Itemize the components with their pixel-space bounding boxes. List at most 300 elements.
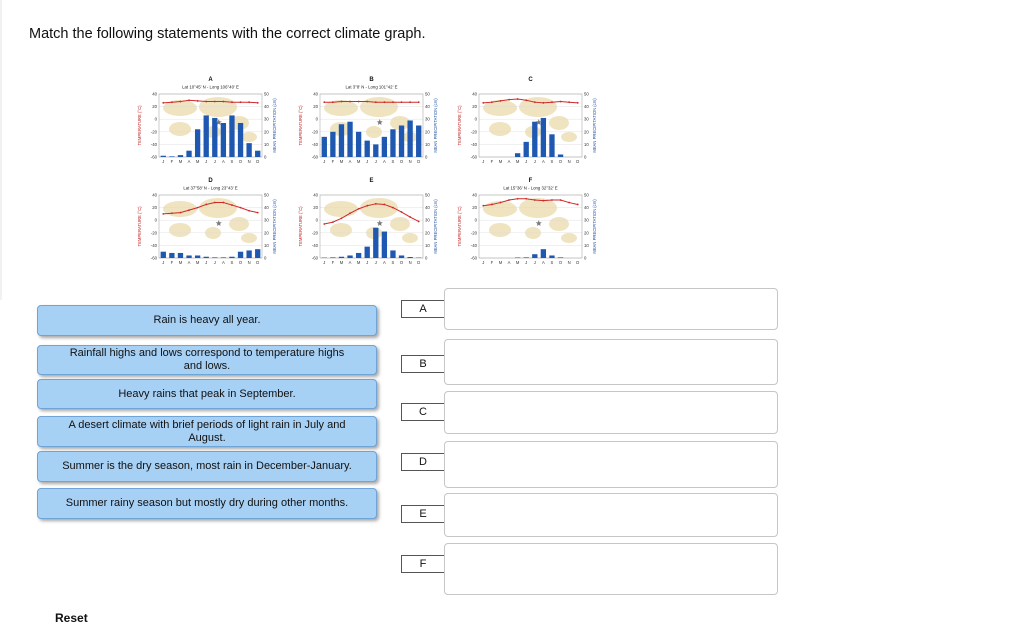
month-tick-label: N [408,159,412,164]
statement-card[interactable]: Rain is heavy all year. [37,305,377,336]
month-tick-label: J [162,159,165,164]
month-tick-label: J [482,260,485,265]
month-tick-label: J [374,260,377,265]
answer-label-a: A [401,300,445,318]
temperature-point [162,213,164,215]
temperature-axis-label: TEMPERATURE (°C) [298,206,303,247]
precip-bar [524,257,529,258]
precip-tick-label: 30 [264,116,269,122]
precip-tick-label: 50 [584,91,589,97]
temp-tick-label: 0 [315,217,318,223]
temperature-point [491,204,493,206]
temperature-point [341,101,343,103]
temperature-axis-label: TEMPERATURE (°C) [137,206,142,247]
temp-tick-label: 0 [154,116,157,122]
temp-tick-label: 40 [472,192,477,198]
temperature-axis-label: TEMPERATURE (°C) [457,206,462,247]
temperature-point [366,101,368,103]
month-tick-label: A [541,159,545,164]
graph-coordinates: Lat 10°45' N - Long 106°40' E [182,84,239,90]
graph-letter: F [528,178,533,184]
temperature-point [418,101,420,103]
month-tick-label: J [205,159,208,164]
temperature-point [323,101,325,103]
temperature-point [401,211,403,213]
climate-graph-d [135,174,295,292]
month-tick-label: J [525,159,528,164]
graph-letter: B [369,77,374,83]
precip-bar [255,249,260,258]
left-edge-divider [0,0,2,300]
temperature-point [240,101,242,103]
precip-tick-label: 0 [264,255,267,261]
month-tick-label: F [170,159,174,164]
temperature-point [205,101,207,103]
precip-tick-label: 40 [425,205,430,211]
temperature-point [332,101,334,103]
precip-tick-label: 20 [425,230,430,236]
month-tick-label: A [187,260,191,265]
precip-bar [399,255,404,258]
temperature-point [231,204,233,206]
temperature-point [349,101,351,103]
precip-tick-label: 50 [425,192,430,198]
precip-bar [407,257,412,258]
climate-graph-svg [455,174,615,292]
month-tick-label: M [178,260,183,265]
precip-bar [558,257,563,258]
temperature-point [358,101,360,103]
temperature-point [366,205,368,207]
answer-label-b: B [401,355,445,373]
precip-bar [347,255,352,258]
precip-tick-label: 30 [264,217,269,223]
precip-bar [169,253,174,258]
temp-tick-label: -60 [311,255,318,261]
temperature-point [551,199,553,201]
temp-tick-label: -40 [150,242,157,248]
precip-bar [399,126,404,158]
temperature-point [375,101,377,103]
precip-bar [178,253,183,258]
temperature-point [257,212,259,214]
month-tick-label: N [567,260,571,265]
precip-tick-label: 0 [584,154,587,160]
precip-bar [390,250,395,258]
month-tick-label: A [221,159,225,164]
precip-tick-label: 0 [425,154,428,160]
graph-letter: E [369,178,374,184]
month-tick-label: N [247,159,251,164]
temperature-point [162,102,164,104]
month-tick-label: M [515,159,520,164]
temp-tick-label: -60 [470,255,477,261]
month-tick-label: O [399,159,404,164]
precip-bar [229,257,234,258]
precipitation-axis-label: MEAN PRECIPITATION (cm) [433,98,438,153]
temperature-point [171,101,173,103]
temperature-point [205,204,207,206]
temp-tick-label: 0 [474,217,477,223]
precip-tick-label: 20 [425,129,430,135]
month-tick-label: S [230,260,234,265]
month-tick-label: J [525,260,528,265]
precip-bar [204,115,209,157]
month-tick-label: D [576,260,580,265]
drop-zone-e[interactable] [444,493,778,537]
month-tick-label: A [348,159,352,164]
temperature-point [188,209,190,211]
month-tick-label: M [515,260,520,265]
temp-tick-label: -20 [470,230,477,236]
month-tick-label: J [162,260,165,265]
month-tick-label: F [331,260,335,265]
temperature-point [392,207,394,209]
precip-tick-label: 20 [264,129,269,135]
month-tick-label: D [256,159,260,164]
precip-tick-label: 0 [425,255,428,261]
month-tick-label: J [323,159,326,164]
precip-bar [330,257,335,258]
precipitation-axis-label: MEAN PRECIPITATION (cm) [592,199,597,254]
temperature-point [542,200,544,202]
answer-label-c: C [401,403,445,421]
month-tick-label: J [533,159,536,164]
month-tick-label: S [550,260,554,265]
temp-tick-label: 20 [472,205,477,211]
precip-bar [195,255,200,258]
month-tick-label: J [482,159,485,164]
month-tick-label: A [221,260,225,265]
temperature-point [577,102,579,104]
precip-bar [221,257,226,258]
month-tick-label: D [417,159,421,164]
answer-label-e: E [401,505,445,523]
temperature-point [358,208,360,210]
month-tick-label: O [238,260,243,265]
precip-tick-label: 10 [425,242,430,248]
precip-tick-label: 20 [584,129,589,135]
temperature-point [560,101,562,103]
precip-bar [322,137,327,157]
graph-coordinates: Lat 15°36' N - Long 32°32' E [503,185,558,191]
precip-bar [212,118,217,157]
precip-tick-label: 20 [584,230,589,236]
drop-zone-d[interactable] [444,441,778,488]
precip-bar [339,257,344,258]
temp-tick-label: -40 [470,141,477,147]
month-tick-label: M [498,260,503,265]
precip-tick-label: 30 [425,217,430,223]
precip-bar [246,250,251,258]
month-tick-label: A [348,260,352,265]
month-tick-label: J [374,159,377,164]
precip-bar [515,257,520,258]
precip-tick-label: 40 [264,205,269,211]
drop-zone-a[interactable] [444,288,778,330]
month-tick-label: M [356,159,361,164]
precip-bar [382,137,387,157]
precip-tick-label: 10 [584,242,589,248]
instruction-text: Match the following statements with the correct climate graph. [29,26,426,42]
temp-tick-label: -60 [470,154,477,160]
temperature-point [517,98,519,100]
precipitation-axis-label: MEAN PRECIPITATION (cm) [592,98,597,153]
precip-tick-label: 40 [584,205,589,211]
temperature-point [568,202,570,204]
temp-tick-label: 0 [315,116,318,122]
precip-bar [390,129,395,157]
precip-bar [246,143,251,157]
statement-card[interactable]: Heavy rains that peak in September. [37,379,377,409]
temperature-point [222,101,224,103]
month-tick-label: O [238,159,243,164]
month-tick-label: J [366,159,369,164]
precip-bar [330,132,335,157]
temperature-point [248,101,250,103]
month-tick-label: M [195,159,200,164]
month-tick-label: N [247,260,251,265]
temp-tick-label: 0 [154,217,157,223]
reset-button[interactable]: Reset [55,611,88,625]
temperature-point [383,204,385,206]
temperature-point [500,202,502,204]
statement-card[interactable]: Summer rainy season but mostly dry during other months. [37,488,377,519]
temperature-point [197,100,199,102]
temperature-point [409,216,411,218]
precip-bar [373,228,378,258]
month-tick-label: N [567,159,571,164]
temp-tick-label: -60 [311,154,318,160]
month-tick-label: S [391,260,395,265]
temperature-point [180,101,182,103]
precip-tick-label: 0 [584,255,587,261]
temperature-point [560,199,562,201]
temperature-point [401,101,403,103]
temperature-point [482,102,484,104]
precip-bar [229,115,234,157]
temperature-point [500,100,502,102]
temp-tick-label: 20 [152,205,157,211]
month-tick-label: J [205,260,208,265]
precip-bar [532,122,537,157]
precip-tick-label: 40 [264,104,269,110]
precip-tick-label: 50 [425,91,430,97]
temperature-axis-label: TEMPERATURE (°C) [298,105,303,146]
precip-tick-label: 10 [264,141,269,147]
temperature-point [508,99,510,101]
month-tick-label: N [408,260,412,265]
temperature-point [341,217,343,219]
temp-tick-label: 40 [152,91,157,97]
month-tick-label: M [178,159,183,164]
temperature-point [323,223,325,225]
statement-card[interactable]: Summer is the dry season, most rain in December-January. [37,451,377,482]
temperature-point [240,207,242,209]
temperature-point [534,199,536,201]
temperature-point [577,204,579,206]
temperature-point [383,101,385,103]
precip-tick-label: 10 [425,141,430,147]
temp-tick-label: -60 [150,255,157,261]
precip-bar [186,255,191,258]
precip-bar [558,154,563,157]
temp-tick-label: 40 [152,192,157,198]
temperature-point [214,202,216,204]
graph-letter: A [208,77,213,83]
precip-tick-label: 30 [584,116,589,122]
temperature-point [214,101,216,103]
temp-tick-label: -20 [311,230,318,236]
temp-tick-label: 20 [313,104,318,110]
precip-bar [524,142,529,157]
temperature-point [534,101,536,103]
month-tick-label: M [195,260,200,265]
month-tick-label: F [331,159,335,164]
month-tick-label: A [187,159,191,164]
month-tick-label: M [356,260,361,265]
precip-tick-label: 20 [264,230,269,236]
temp-tick-label: -20 [311,129,318,135]
temp-tick-label: 0 [474,116,477,122]
month-tick-label: S [391,159,395,164]
graph-letter: D [208,178,213,184]
month-tick-label: F [490,260,494,265]
precip-bar [356,132,361,157]
precip-tick-label: 40 [584,104,589,110]
temperature-point [171,212,173,214]
precip-tick-label: 50 [584,192,589,198]
month-tick-label: A [382,260,386,265]
precip-tick-label: 0 [264,154,267,160]
temperature-axis-label: TEMPERATURE (°C) [137,105,142,146]
month-tick-label: F [170,260,174,265]
month-tick-label: D [417,260,421,265]
precipitation-axis-label: MEAN PRECIPITATION (cm) [272,199,277,254]
precip-bar [186,151,191,157]
temp-tick-label: -60 [150,154,157,160]
temperature-point [525,198,527,200]
graph-coordinates: Lat 37°58' N - Long 23°43' E [183,185,238,191]
precip-bar [365,247,370,258]
drop-zone-b[interactable] [444,339,778,385]
month-tick-label: J [533,260,536,265]
month-tick-label: J [366,260,369,265]
month-tick-label: A [541,260,545,265]
temp-tick-label: -40 [311,141,318,147]
precip-bar [238,123,243,157]
precip-tick-label: 50 [264,192,269,198]
precip-bar [365,141,370,157]
month-tick-label: M [339,159,344,164]
answer-label-f: F [401,555,445,573]
temperature-point [180,212,182,214]
temperature-point [392,101,394,103]
month-tick-label: F [490,159,494,164]
climate-graph-f [455,174,615,292]
temperature-point [375,203,377,205]
month-tick-label: O [399,260,404,265]
answer-label-d: D [401,453,445,471]
precip-bar [382,232,387,258]
month-tick-label: A [507,159,511,164]
temperature-point [222,202,224,204]
temp-tick-label: -40 [311,242,318,248]
temperature-point [568,101,570,103]
temperature-point [418,221,420,223]
precip-bar [416,126,421,158]
temp-tick-label: 20 [472,104,477,110]
temperature-point [542,102,544,104]
precip-bar [515,153,520,157]
month-tick-label: A [507,260,511,265]
month-tick-label: D [256,260,260,265]
temp-tick-label: -40 [150,141,157,147]
graph-letter: C [528,77,533,83]
temperature-point [349,212,351,214]
temperature-point [197,207,199,209]
precip-bar [339,124,344,157]
month-tick-label: J [213,159,216,164]
precip-bar [238,252,243,258]
statement-card[interactable]: Rainfall highs and lows correspond to temperature highs and lows. [37,345,377,375]
precip-bar [541,118,546,157]
precip-bar [161,156,166,157]
statement-card[interactable]: A desert climate with brief periods of light rain in July and August. [37,416,377,447]
drop-zone-c[interactable] [444,391,778,434]
precip-bar [373,144,378,157]
precip-bar [221,123,226,157]
month-tick-label: M [498,159,503,164]
temperature-point [188,99,190,101]
temperature-point [409,101,411,103]
temperature-point [231,101,233,103]
month-tick-label: J [323,260,326,265]
month-tick-label: J [213,260,216,265]
precip-tick-label: 50 [264,91,269,97]
precip-bar [532,254,537,258]
temp-tick-label: 40 [313,192,318,198]
temp-tick-label: 40 [313,91,318,97]
temp-tick-label: -20 [150,129,157,135]
precip-tick-label: 10 [584,141,589,147]
temperature-point [517,198,519,200]
temperature-axis-label: TEMPERATURE (°C) [457,105,462,146]
graph-coordinates: Lat 3°8' N - Long 101°42' E [345,84,398,90]
temp-tick-label: 20 [313,205,318,211]
precip-bar [407,120,412,157]
precip-bar [169,156,174,157]
temp-tick-label: 40 [472,91,477,97]
precip-bar [178,155,183,157]
month-tick-label: D [576,159,580,164]
temp-tick-label: -40 [470,242,477,248]
precip-bar [356,253,361,258]
month-tick-label: A [382,159,386,164]
climate-graph-e [296,174,456,292]
climate-graph-svg [135,174,295,292]
month-tick-label: O [558,159,563,164]
precipitation-axis-label: MEAN PRECIPITATION (cm) [272,98,277,153]
precip-bar [549,255,554,258]
temperature-point [508,199,510,201]
temperature-point [525,99,527,101]
precipitation-axis-label: MEAN PRECIPITATION (cm) [433,199,438,254]
month-tick-label: S [550,159,554,164]
drop-zone-f[interactable] [444,543,778,595]
precip-bar [541,249,546,258]
temperature-point [491,101,493,103]
